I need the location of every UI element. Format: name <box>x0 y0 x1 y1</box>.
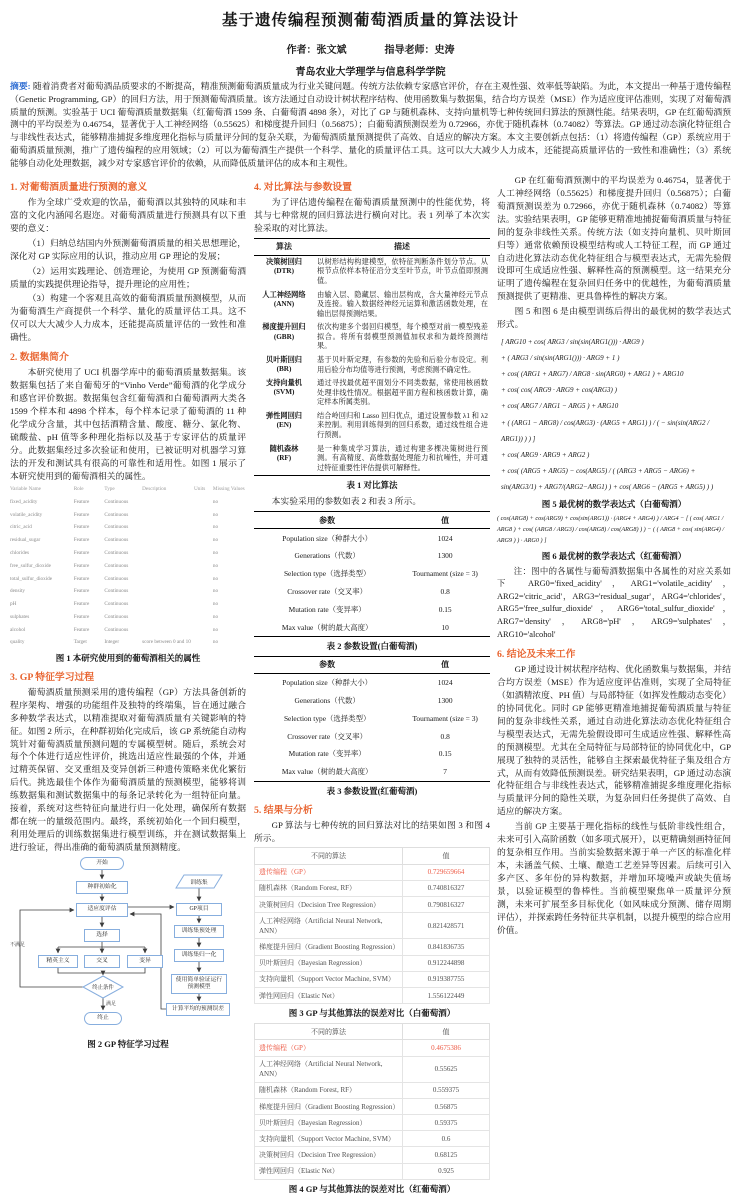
table-row: Crossover rate（交叉率） 0.8 <box>287 586 450 596</box>
results-table-red <box>254 1023 490 1180</box>
flow-node-gp-program: GP项目 <box>176 903 222 916</box>
table-header-row: 不同的算法 值 <box>255 1024 490 1040</box>
arg-mapping-note: 注：图中的各属性与葡萄酒数据集中各属性的对应关系如下 ARG0='fixed_acidity'，ARG1='volatile_acidity'，ARG2='citric_acid'，ARG3='residual_sugar'，ARG4='chlorides'，ARG5='free_sulfur_dioxide'，ARG6='total_sulfur_dioxide'，ARG7='density'，ARG8='pH'，ARG9='sulphates'，ARG10='alcohol' <box>497 566 731 639</box>
figure-3-caption: 图 3 GP 与其他算法的误差对比（白葡萄酒） <box>288 1008 456 1019</box>
paragraph: 本研究使用了 UCI 机器学库中的葡萄酒质量数据集。该数据集包括了来自葡萄牙的“Vinho Verde”葡萄酒的化学成分和感官评价数据。数据集包含红葡萄酒和白葡萄酒两大类各 1599 个样本和 4898 个样本，每个样本记录了葡萄酒的 11 种化学成分含量，其中包括酒精含量、酸度、糖分、氯化物、硫酸盐、pH 值等多种理化指标以及基于专家评估的质量评分。此数据集经过多次验证和使用，已被证明对机器学习算法的开发和测试具有很高的可靠性和适用性。如图 1 展示了本研究使用到的葡萄酒相关的属性。 <box>10 367 246 481</box>
algorithms-table <box>254 238 490 477</box>
table-row: alcohol Feature Continuous no <box>10 626 219 633</box>
table-row: 支持向量机（Support Vector Machine, SVM） 0.6 <box>255 1131 490 1147</box>
table-row: 支持向量机 (SVM) 通过寻找最优超平面划分不同类数据，常使用核函数处理非线性情况。根据超平面方程和核函数计算，确定样本所属类别。 <box>266 379 488 407</box>
section-3-heading: 3. GP 特征学习过程 <box>10 671 95 683</box>
uci-attributes-table <box>10 484 246 648</box>
abstract <box>10 80 731 169</box>
affiliation: 青岛农业大学理学与信息科学学院 <box>295 67 446 78</box>
table-row: Selection type（选择类型） Tournament (size = 3) <box>283 569 478 579</box>
math-line: ( cos(ARG8) + cos(ARG9) + cos(sin(ARG1)) · (ARG4 + ARG4) ) / ARG4 − [ ( cos( ARG1 / ARG8 ) + cos( (ARG8 / ARG3) / cos(ARG8) / cos(ARG8) ) ) − ( ( ARG8 + cos( sin(ARG4) / ARG9 ) ) · ARG0 ) ] <box>497 515 725 544</box>
math-figure-white <box>497 334 731 495</box>
flow-node-end: 终止 <box>84 1012 122 1025</box>
table-row: 支持向量机（Support Vector Machine, SVM） 0.919387755 <box>255 971 490 987</box>
math-figure-red <box>497 514 731 547</box>
column-2 <box>254 174 490 1199</box>
table-row: 人工神经网络（Artificial Neural Network, ANN） 0.55625 <box>255 1056 490 1082</box>
flow-node-training-set: 训练集 <box>190 879 208 886</box>
table-row: Generations（代数） 1300 <box>294 696 453 706</box>
table-row: density Feature Continuous no <box>10 588 219 595</box>
params-intro: 本实验采用的参数如表 2 和表 3 所示。 <box>271 496 422 507</box>
paragraph: （2）运用实践理论、创造理论，为使用 GP 预测葡萄酒质量的实践提供理论指导，提升理论的应用性； <box>10 265 246 289</box>
flow-node-start: 开始 <box>80 857 124 870</box>
paragraph: GP 算法与七种传统的回归算法对比的结果如图 3 和图 4 所示。 <box>254 819 490 843</box>
figure-4-caption: 图 4 GP 与其他算法的误差对比（红葡萄酒） <box>288 1183 456 1194</box>
paragraph: 图 5 和图 6 是由模型训练后得出的最优树的数学表达式形式。 <box>497 306 731 330</box>
math-line: + cos( ARG7 / ARG1 − ARG5 ) + ARG10 <box>501 402 619 411</box>
flow-node-fitness-eval: 适应度评估 <box>76 903 128 917</box>
table-row: 贝叶斯回归 (BR) 基于贝叶斯定理，有参数的先验和后验分布设定。利用后验分布均值等进行预测，考虑预测不确定性。 <box>266 355 488 374</box>
math-line: [ ARG10 + cos( ARG3 / sin(sin(ARG1())) · ARG9 ) <box>501 338 644 347</box>
table-row: Selection type（选择类型） Tournament (size = 3) <box>283 713 478 723</box>
table-row: 贝叶斯回归（Bayesian Regression） 0.59375 <box>255 1115 490 1131</box>
paragraph: 作为全球广受欢迎的饮品，葡萄酒以其独特的风味和丰富的文化内涵闻名遐迩。对葡萄酒质量进行预测具有以下重要的意义： <box>10 197 246 233</box>
table-row: 梯度提升回归（Gradient Boosting Regression） 0.56875 <box>255 1098 490 1114</box>
table-row: 贝叶斯回归（Bayesian Regression） 0.912244898 <box>255 955 490 971</box>
table-row: 人工神经网络 (ANN) 由输入层、隐藏层、输出层构成，含大量神经元节点及连接。输入数据经神经元运算和激活函数处理，在输出层得预测结果。 <box>262 290 488 318</box>
table-row: Crossover rate（交叉率） 0.8 <box>287 731 450 741</box>
figure-2-caption: 图 2 GP 特征学习过程 <box>87 1038 169 1049</box>
flow-node-run-model: 使用简单验证运行预测模型 <box>171 974 227 994</box>
math-line: + cos( cos( ARG9 · ARG9 + cos(ARG3) ) <box>501 386 617 395</box>
table-row: Population size（种群大小） 1024 <box>282 533 453 543</box>
math-line: + ( (ARG1 − ARG8) / cos(ARG3) · (ARG5 + ARG1) ) / ( − sin(sin(ARG2 / ARG1)) ) ) ] <box>501 418 710 443</box>
table-row: 遗传编程（GP） 0.4675386 <box>255 1040 490 1056</box>
table-row: 人工神经网络（Artificial Neural Network, ANN） 0.821428571 <box>255 913 490 939</box>
math-line: + cos( ARG9 · ARG9 + ARG2 ) <box>501 450 590 459</box>
uci-header-row: Variable Name Role Type Description Units Missing Values <box>10 486 245 493</box>
section-2-heading: 2. 数据集简介 <box>10 352 69 364</box>
table-row: 弹性网回归（Elastic Net） 0.925 <box>255 1163 490 1179</box>
results-discussion-paragraphs <box>497 174 731 331</box>
flow-node-selection: 选择 <box>84 929 120 942</box>
table-row: free_sulfur_dioxide Feature Continuous no <box>10 562 219 569</box>
table-header-row: 不同的算法 值 <box>255 848 490 864</box>
section-1-heading: 1. 对葡萄酒质量进行预测的意义 <box>10 182 148 193</box>
table-row: 决策树回归（Decision Tree Regression） 0.790816327 <box>255 897 490 913</box>
table-row: total_sulfur_dioxide Feature Continuous no <box>10 575 219 582</box>
table-row: 决策树回归 (DTR) 以树形结构构建模型，依特征判断条件划分节点。从根节点依样本特征沿分支至叶节点，叶节点值即预测值。 <box>266 257 488 285</box>
flow-node-crossover: 交叉 <box>84 955 120 968</box>
byline <box>0 41 741 56</box>
flow-node-elitism: 精英主义 <box>38 955 78 968</box>
table-2-caption: 表 2 参数设置(白葡萄酒) <box>326 640 418 651</box>
table-row: chlorides Feature Continuous no <box>10 549 219 556</box>
table-row: 决策树回归（Decision Tree Regression） 0.68125 <box>255 1147 490 1163</box>
table-header-row: 参数 值 <box>254 656 490 673</box>
section-2-paragraphs <box>10 366 246 482</box>
table-row: citric_acid Feature Continuous no <box>10 524 219 531</box>
table-row: 遗传编程（GP） 0.729659664 <box>255 864 490 880</box>
table-header-row: 算法 描述 <box>254 238 490 255</box>
paragraph: GP 在红葡萄酒预测中的平均误差为 0.46754，显著优于人工神经网络（0.55625）和梯度提升回归（0.56875）；白葡萄酒预测误差为 0.72966，亦优于随机森林（0.74082）等算法。实验结果表明，GP 能够更精准地捕捉葡萄酒质量与特征间的复杂非线性关系。传统方法（如支持向量机、贝叶斯回归等）通常依赖预设模型结构或人工特征工程，而 GP 通过自动进化算法动态优化特征组合与模型表达式，无需先验假设即可生成适应性强、解释性高的预测模型。这一结果充分证明了遗传编程在复杂回归任务中的优越性，为葡萄酒质量预测提供了更精准、更具鲁棒性的解决方案。 <box>497 175 731 302</box>
params-table-red <box>254 656 490 782</box>
flow-node-mutation: 变异 <box>127 955 163 968</box>
flow-label-not-satisfied: 不满足 <box>10 942 26 948</box>
section-6-heading: 6. 结论及未来工作 <box>497 649 576 661</box>
flow-node-preprocess: 训练集预处理 <box>174 925 224 938</box>
results-table-white <box>254 847 490 1004</box>
section-5-heading: 5. 结果与分析 <box>254 804 313 816</box>
flow-node-termination-condition: 终止条件 <box>92 984 114 991</box>
table-row: quality Target Integer score between 0 and 10 no <box>10 639 219 646</box>
section-5-paragraphs <box>254 819 490 845</box>
table-row: 梯度提升回归（Gradient Boosting Regression） 0.841836735 <box>255 939 490 955</box>
abstract-label: 摘要: <box>10 81 31 91</box>
table-row: Population size（种群大小） 1024 <box>282 678 453 688</box>
paragraph: 为了评估遗传编程在葡萄酒质量预测中的性能优势，将其与七种常规的回归算法进行横向对比。表 1 列举了本次实验采取的对比算法。 <box>254 197 490 233</box>
figure-1-caption: 图 1 本研究使用到的葡萄酒相关的属性 <box>55 652 201 663</box>
table-row: Max value（树的最大高度） 10 <box>281 622 449 632</box>
paper-header <box>0 8 741 78</box>
table-row: 随机森林 (RF) 是一种集成学习算法，通过构建多棵决策树进行预测。有高精度、高维数据处理能力和抗噪性，并可通过特征重要性评估提供可解释性。 <box>269 444 488 472</box>
page-title: 基于遗传编程预测葡萄酒质量的算法设计 <box>221 12 519 29</box>
table-row: 弹性网回归（Elastic Net） 1.556122449 <box>255 987 490 1003</box>
abstract-text: 随着消费者对葡萄酒品质要求的不断提高，精准预测葡萄酒质量成为行业关键问题。传统方法依赖专家感官评价，存在主观性强、效率低等缺陷。为此，本文提出一种基于遗传编程（Genetic Programming, GP）的回归方法，用于预测葡萄酒质量。该方法通过自动设计树状程序结构、使用函数集与数据集，结合均方误差（MSE）作为适应度评估准则，实现了对葡萄酒质量的预测。实验基于 UCI 葡萄酒质量数据集（红葡萄酒 1599 条、白葡萄酒 4898 条），对比了 GP 与随机森林、支持向量机等七种传统回归算法的预测性能。结果表明，GP 在红葡萄酒预测中的平均误差为 0.46754，显著优于人工神经网络（0.55625）和梯度提升回归（0.56875）；白葡萄酒预测误差为 0.72966，亦优于随机森林（0.74082）等算法。GP 通过动态演化特征组合与非线性表达式，能够精准捕捉多维度理化指标与质量评分间的复杂关联，为葡萄酒质量预测提供了高效、自适应的解决方案。本文主要创新点包括：（1）将遗传编程（GP）系统应用于葡萄酒质量预测，推广了遗传编程的应用领域；（2）可以为葡萄酒生产提供一个科学、量化的质量评估工具。这可以大大减少人力成本，还能提高质量评估的一致性和准确性；（3）系统能够自动化处理数据，减少对专家感官评价的依赖，从而降低质量评估的成本和主观性。 <box>10 81 731 168</box>
table-3-caption: 表 3 参数设置(红葡萄酒) <box>326 785 418 796</box>
section-3-paragraphs <box>10 686 246 854</box>
table-row: residual_sugar Feature Continuous no <box>10 537 219 544</box>
flow-label-satisfied: 满足 <box>106 1001 117 1007</box>
advisor: 指导老师：史涛 <box>384 45 455 56</box>
section-4-heading: 4. 对比算法与参数设置 <box>254 182 352 193</box>
math-line: + ( ARG3 / sin(sin(ARG1())) · ARG9 + 1 ) <box>501 354 620 363</box>
paragraph: 葡萄酒质量预测采用的遗传编程（GP）方法具备创新的程序架构、增强的功能组件及独特的终端集，旨在通过融合多种数学表达式，以精准提取对葡萄酒质量有关键影响的特征。如图 2 所示，在种群初始化完成后，该 GP 系统能自动构筑针对葡萄酒质量预测问题的专属模型树。随后，系统会对每个个体进行适应性评价，挑选出适应性最强的个体，并通过精英保留、交叉重组及变异创新三种遗传策略来优化繁衍后代。挑选最佳个体作为葡萄酒质量的预测模型，能够将训练数据集和测试数据集中的每条记录转化为一组特征向量。接着，系统对这些特征向量进行归一化处理，确保所有数据都在统一的量级范围内。最终，系统初始化一个回归模型，利用处理后的训练数据集进行模型训练，并在测试数据集上进行验证，得出准确的葡萄酒质量预测精度。 <box>10 686 246 852</box>
table-row: 随机森林（Random Forest, RF） 0.740816327 <box>255 880 490 896</box>
section-4-paragraphs <box>254 196 490 235</box>
params-table-white <box>254 511 490 637</box>
figure-6-caption: 图 6 最优树的数学表达式（红葡萄酒） <box>541 550 687 561</box>
column-3 <box>497 174 731 939</box>
table-1-caption: 表 1 对比算法 <box>346 480 398 491</box>
table-row: 弹性网回归 (EN) 结合岭回归和 Lasso 回归优点，通过设置参数 λ1 和 λ2 来控制。利用训练得到的回归系数，通过线性组合进行预测。 <box>266 411 488 440</box>
gp-flowchart <box>10 857 246 1035</box>
flow-node-calc-error: 计算平均的预测误差 <box>166 1003 230 1016</box>
math-line: + cos( (ARG5 + ARG5) − cos(ARG5) / ( (ARG3 + ARG5 − ARG6) + sin(ARG3/1) + ARG7/(ARG2−ARG1) ) + cos( ARG6 − (ARG5 + ARG5) ) ) <box>501 466 714 491</box>
paragraph: （1）归纳总结国内外预测葡萄酒质量的相关思想理论，深化对 GP 实际应用的认识，推动应用 GP 理论的发展； <box>10 237 246 261</box>
column-1 <box>10 174 246 1054</box>
figure-5-caption: 图 5 最优树的数学表达式（白葡萄酒） <box>541 499 687 509</box>
paragraph: GP 通过设计树状程序结构、优化函数集与数据集，并结合均方误差（MSE）作为适应度评估准则，实现了全局特征（如酒精浓度、PH 值）与局部特征（如挥发性酸动态变化）的协同优化。同时 GP 能够更精准地捕捉葡萄酒质量与特征间的复杂非线性关系，通过自动进化算法动态优化特征组合与模型表达式，无需先验假设即可生成适应性强、解释性高的预测模型。尤其在全局特征与局部特征的协同优化中，GP 展现了独特的灵活性，能够自主探索最优特征子集及组合方式，从而有效降低预测误差。研究结果表明，GP 通过动态演化特征组合与非线性表达式，能够精准捕捉多维度理化指标与质量评分间的隐性关联，为复杂回归任务提供了高效、自适应的解决方案。 <box>497 664 731 817</box>
paragraph: （3）构建一个客观且高效的葡萄酒质量预测模型，从而为葡萄酒生产商提供一个科学、量化的质量评估工具。这不仅可以大大减少人力成本，还能提高质量评估的一致性和准确性。 <box>10 293 246 343</box>
flow-node-normalize: 训练集归一化 <box>174 949 224 962</box>
section-1-paragraphs <box>10 196 246 344</box>
paragraph: 当前 GP 主要基于理化指标的线性与低阶非线性组合，未来可引入高阶函数（如多项式展开），以更精确刻画特征间的复杂相互作用。当前实验数据来源于单一产区的标准化样本，未涵盖气候、土壤、酿造工艺差异等因素。后续可引入多产区、多年份的异构数据，并增加环境噪声或缺失值场景，以验证模型的鲁棒性。当前模型聚焦单一质量评分预测，未来可扩展至多目标优化（如风味成分预测、储存周期评估），并探索跨任务特征共享机制，以提升模型的综合应用价值。 <box>497 821 731 935</box>
author: 作者：张文斌 <box>286 45 347 56</box>
table-row: Mutation rate（变异率） 0.15 <box>288 749 452 759</box>
table-row: 随机森林（Random Forest, RF） 0.559375 <box>255 1082 490 1098</box>
table-row: Generations（代数） 1300 <box>294 551 453 561</box>
table-header-row: 参数 值 <box>254 512 490 529</box>
flow-node-init-population: 种群初始化 <box>76 881 128 894</box>
table-row: volatile_acidity Feature Continuous no <box>10 511 219 518</box>
table-row: Max value（树的最大高度） 7 <box>281 767 447 777</box>
section-6-paragraphs <box>497 663 731 936</box>
table-row: Mutation rate（变异率） 0.15 <box>288 604 452 614</box>
table-row: 梯度提升回归 (GBR) 依次构建多个弱回归模型，每个模型对前一模型残差拟合。将所有弱模型预测值加权求和为最终预测结果。 <box>262 323 488 351</box>
table-row: pH Feature Continuous no <box>10 601 219 608</box>
math-line: + cos( (ARG1 + ARG7) / ARG8 · sin(ARG0) + ARG1 ) + ARG10 <box>501 370 684 379</box>
table-row: sulphates Feature Continuous no <box>10 613 219 620</box>
table-row: fixed_acidity Feature Continuous no <box>10 498 219 505</box>
